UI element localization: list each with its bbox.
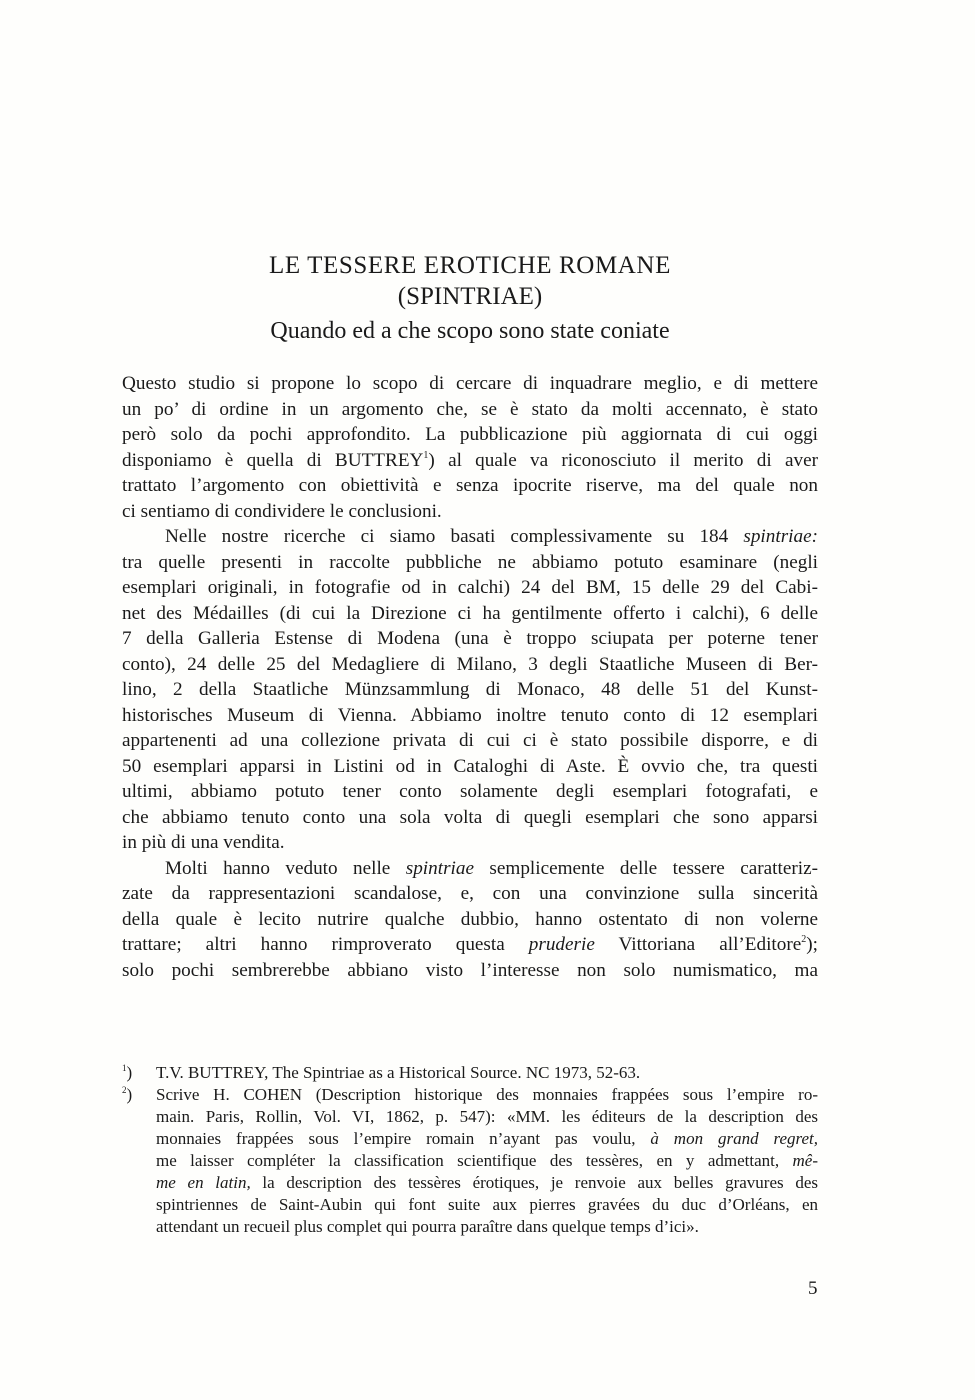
italic-term: spintriae: bbox=[743, 526, 818, 547]
text-line bbox=[122, 932, 818, 958]
text-line bbox=[122, 856, 818, 882]
text-line: in più di una vendita. bbox=[122, 832, 285, 853]
footnote-line: spintriennes de Saint-Aubin qui font suite aux pierres gravées du duc d’Orléans, en bbox=[156, 1195, 818, 1214]
italic-term: spintriae bbox=[405, 857, 474, 879]
footnote-text: T.V. BUTTREY, The Spintriae as a Historical Source. NC 1973, 52-63. bbox=[156, 1063, 641, 1082]
text-segment: Vittoriana all’Editore bbox=[594, 934, 802, 955]
text-line: ci sentiamo di condividere le conclusioni. bbox=[122, 500, 442, 522]
text-segment: Nelle nostre ricerche ci siamo basati complessivamente su 184 bbox=[165, 526, 744, 547]
paragraph-1 bbox=[122, 371, 818, 524]
text-segment: ) al quale va riconosciuto il merito di aver bbox=[428, 449, 818, 471]
text-line: della quale è lecito nutrire qualche dubbio, hanno ostentato di non volerne bbox=[122, 908, 818, 930]
text-segment: la description des tessères érotiques, je renvoie aux belles gravures des bbox=[250, 1173, 818, 1192]
page-number: 5 bbox=[808, 1278, 818, 1299]
footnote-ref-2[interactable]: 2 bbox=[801, 934, 807, 945]
paragraph-3 bbox=[122, 856, 818, 984]
footnote-1 bbox=[122, 1062, 818, 1084]
title-block bbox=[122, 250, 818, 346]
footnote-marker bbox=[122, 1062, 132, 1084]
footnote-line bbox=[156, 1172, 818, 1194]
footnote-number: 2 bbox=[122, 1085, 127, 1095]
text-line: zate da rappresentazioni scandalose, e, con una convinzione sulla sincerità bbox=[122, 883, 818, 904]
text-line: lino, 2 della Staatliche Münzsammlung di Monaco, 48 delle 51 del Kunst- bbox=[122, 679, 818, 700]
text-line: trattato l’argomento con obiettività e senza ipocrite riserve, ma del quale non bbox=[122, 475, 818, 496]
text-line: che abbiamo tenuto conto una sola volta di quegli esemplari che sono apparsi bbox=[122, 806, 818, 828]
article-title: LE TESSERE EROTICHE ROMANE bbox=[269, 252, 671, 279]
text-segment: monnaies frappées sous l’empire romain n’ayant pas voulu, bbox=[156, 1129, 651, 1148]
footnote-line: Scrive H. COHEN (Description historique des monnaies frappées sous l’empire ro- bbox=[156, 1085, 818, 1104]
text-line: 7 della Galleria Estense di Modena (una è troppo sciupata per poterne tener bbox=[122, 628, 818, 649]
italic-phrase: à mon grand regret, bbox=[650, 1129, 818, 1148]
footnote-line: main. Paris, Rollin, Vol. VI, 1862, p. 547): «MM. les éditeurs de la description des bbox=[156, 1107, 818, 1126]
paragraph-2 bbox=[122, 524, 818, 856]
italic-phrase: mê- bbox=[792, 1151, 818, 1170]
footnotes bbox=[122, 1062, 818, 1238]
text-line: historisches Museum di Vienna. Abbiamo inoltre tenuto conto di 12 esemplari bbox=[122, 704, 818, 726]
footnote-2 bbox=[122, 1084, 818, 1238]
footnote-marker bbox=[122, 1084, 132, 1106]
text-line: solo pochi sembrerebbe abbiano visto l’interesse non solo numismatico, ma bbox=[122, 959, 818, 981]
text-segment: me laisser compléter la classification scientifique des tessères, en y admettant, bbox=[156, 1151, 793, 1170]
text-segment: disponiamo è quella di BUTTREY bbox=[122, 449, 424, 471]
text-line: esemplari originali, in fotografie od in calchi) 24 del BM, 15 delle 29 del Cabi- bbox=[122, 577, 818, 598]
text-line: un po’ di ordine in un argomento che, se è stato da molti accennato, è stato bbox=[122, 398, 818, 420]
text-segment: ); bbox=[806, 934, 819, 955]
footnote-number: 1 bbox=[122, 1063, 127, 1073]
text-segment: semplicemente delle tessere caratteriz- bbox=[473, 857, 818, 879]
text-line: conto), 24 delle 25 del Medagliere di Milano, 3 degli Staatliche Museen di Ber- bbox=[122, 653, 818, 675]
text-line bbox=[122, 524, 818, 550]
footnote-ref-1[interactable]: 1 bbox=[423, 449, 429, 461]
text-line bbox=[122, 448, 818, 474]
footnote-paren: ) bbox=[126, 1063, 133, 1082]
footnote-line bbox=[156, 1150, 818, 1172]
article-subtitle: (SPINTRIAE) bbox=[397, 283, 543, 310]
text-segment: Molti hanno veduto nelle bbox=[165, 857, 406, 879]
text-line: ultimi, abbiamo potuto tener conto solamente degli esemplari fotografati, e bbox=[122, 781, 818, 802]
text-line: tra quelle presenti in raccolte pubbliche ne abbiamo potuto esaminare (negli bbox=[122, 551, 818, 573]
body-text bbox=[122, 371, 818, 983]
text-line: però solo da pochi approfondito. La pubblicazione più aggiornata di cui oggi bbox=[122, 424, 818, 445]
text-segment: trattare; altri hanno rimproverato questa bbox=[122, 934, 529, 955]
article-tagline: Quando ed a che scopo sono state coniate bbox=[270, 318, 670, 344]
footnote-paren: ) bbox=[126, 1085, 133, 1104]
italic-phrase: me en latin, bbox=[156, 1173, 251, 1192]
text-line: Questo studio si propone lo scopo di cercare di inquadrare meglio, e di mettere bbox=[122, 373, 818, 394]
text-line: net des Médailles (di cui la Direzione ci ha gentilmente offerto i calchi), 6 delle bbox=[122, 602, 818, 624]
text-line: 50 esemplari apparsi in Listini od in Cataloghi di Aste. È ovvio che, tra questi bbox=[122, 755, 818, 777]
footnote-line: attendant un recueil plus complet qui pourra paraître dans quelque temps d’ici». bbox=[156, 1217, 699, 1236]
footnote-line bbox=[156, 1128, 818, 1150]
text-line: appartenenti ad una collezione privata di cui ci è stato possibile disporre, e di bbox=[122, 730, 818, 751]
italic-term: pruderie bbox=[528, 934, 595, 955]
